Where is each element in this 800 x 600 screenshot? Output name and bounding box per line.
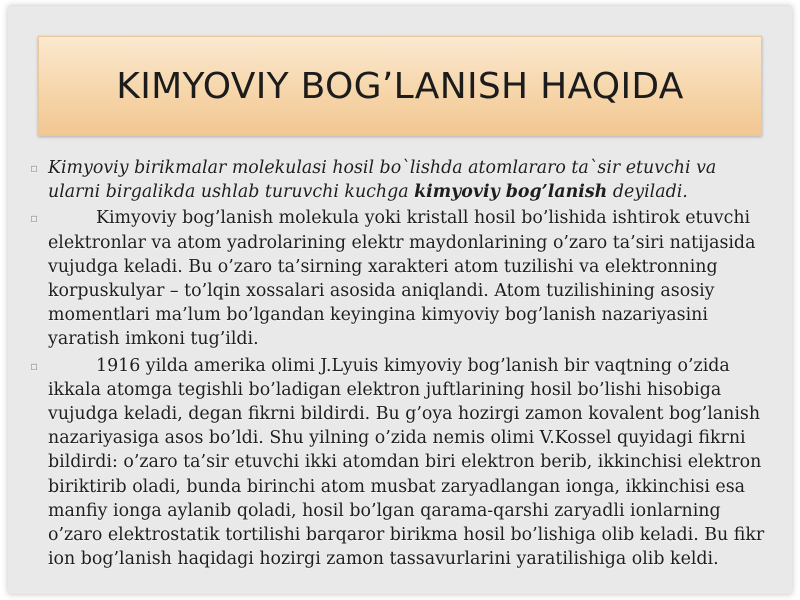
- history-text: 1916 yilda amerika olimi J.Lyuis kimyoviy bog’lanish bir vaqtning o’zida ikkala atomga tegishli bo’ladigan elektron juftlarining hosil bo’lishi hisobiga vujudga keladi, degan fikrni bildirdi. Bu g’oya hozirgi zamon kovalent bog’lanish nazariyasiga asos bo’ldi. Shu yilning o’zida nemis olimi V.Kossel quyidagi fikrni bildirdi: o’zaro ta’sir etuvchi ikki atomdan biri elektron berib, ikkinchisi elektron biriktirib oladi, bunda birinchi atom musbat zaryadlangan ionga, ikkinchisi esa manfiy ionga aylanib qoladi, hosil bo’lgan qarama-qarshi zaryadli ionlarning o’zaro elektrostatik tortilishi barqaror birikma hosil bo’lishiga olib keladi. Bu fikr ion bog’lanish haqidagi hozirgi zamon tassavurlarini yaratilishiga olib keldi.: [48, 355, 765, 570]
- bullet-icon: ▫: [30, 211, 39, 226]
- definition-term: kimyoviy bog’lanish: [414, 182, 608, 203]
- paragraph-history: [30, 354, 772, 572]
- slide: [8, 6, 792, 594]
- bullet-icon: ▫: [30, 161, 39, 175]
- paragraph-bond-theory: [30, 206, 772, 351]
- slide-title: KIMYOVIY BOG’LANISH HAQIDA: [116, 65, 684, 107]
- slide-content: [30, 156, 772, 573]
- title-banner: [38, 36, 762, 136]
- paragraph-definition: [30, 156, 772, 204]
- definition-ending: deyiladi.: [607, 182, 688, 203]
- bullet-icon: ▫: [30, 358, 39, 373]
- bond-theory-text: Kimyoviy bog’lanish molekula yoki kristall hosil bo’lishida ishtirok etuvchi elektronlar va atom yadrolarining elektr maydonlarining o’zaro ta’siri natijasida vujudga keladi. Bu o’zaro ta’sirning xarakteri atom tuzilishi va elektronning korpuskulyar – to’lqin xossalari asosida aniqlandi. Atom tuzilishining asosiy momentlari ma’lum bo’lgandan keyingina kimyoviy bog’lanish nazariyasini yaratish imkoni tug’ildi.: [48, 208, 756, 350]
- definition-text: Kimyoviy birikmalar molekulasi hosil bo`lishda atomlararo ta`sir etuvchi va ularni birgalikda ushlab turuvchi kuchga: [48, 158, 717, 203]
